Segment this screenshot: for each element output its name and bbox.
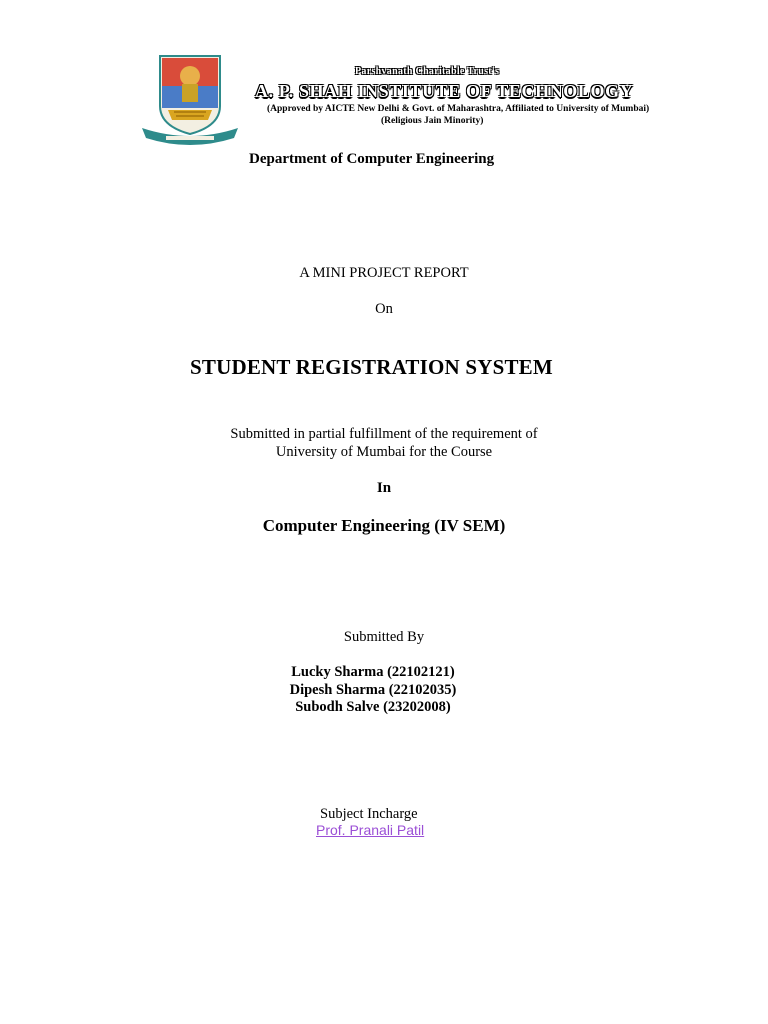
minority-line: (Religious Jain Minority)	[381, 116, 484, 126]
submitted-by-label: Submitted By	[343, 629, 425, 645]
subject-incharge-label: Subject Incharge	[320, 806, 418, 822]
report-type: A MINI PROJECT REPORT	[299, 265, 469, 281]
approval-line: (Approved by AICTE New Delhi & Govt. of Maharashtra, Affiliated to University of Mumbai)	[267, 104, 650, 114]
student-item: Subodh Salve (23202008)	[295, 699, 451, 715]
subject-incharge-link[interactable]: Prof. Pranali Patil	[316, 822, 425, 838]
college-crest-icon	[138, 48, 242, 148]
submission-line-1: Submitted in partial fulfillment of the requirement of	[230, 426, 538, 442]
institute-header	[255, 65, 650, 127]
on-label: On	[375, 301, 393, 317]
student-list	[0, 664, 746, 717]
project-title: STUDENT REGISTRATION SYSTEM	[190, 355, 553, 379]
course-name: Computer Engineering (IV SEM)	[262, 516, 506, 535]
student-item: Lucky Sharma (22102121)	[291, 664, 455, 680]
submission-line-2: University of Mumbai for the Course	[275, 444, 493, 460]
student-item: Dipesh Sharma (22102035)	[289, 681, 457, 698]
department-name: Department of Computer Engineering	[249, 151, 495, 167]
in-label: In	[376, 480, 392, 496]
institute-name: A. P. SHAH INSTITUTE OF TECHNOLOGY	[255, 81, 634, 101]
college-logo	[138, 48, 242, 148]
trust-name: Parshvanath Charitable Trust's	[355, 66, 500, 77]
